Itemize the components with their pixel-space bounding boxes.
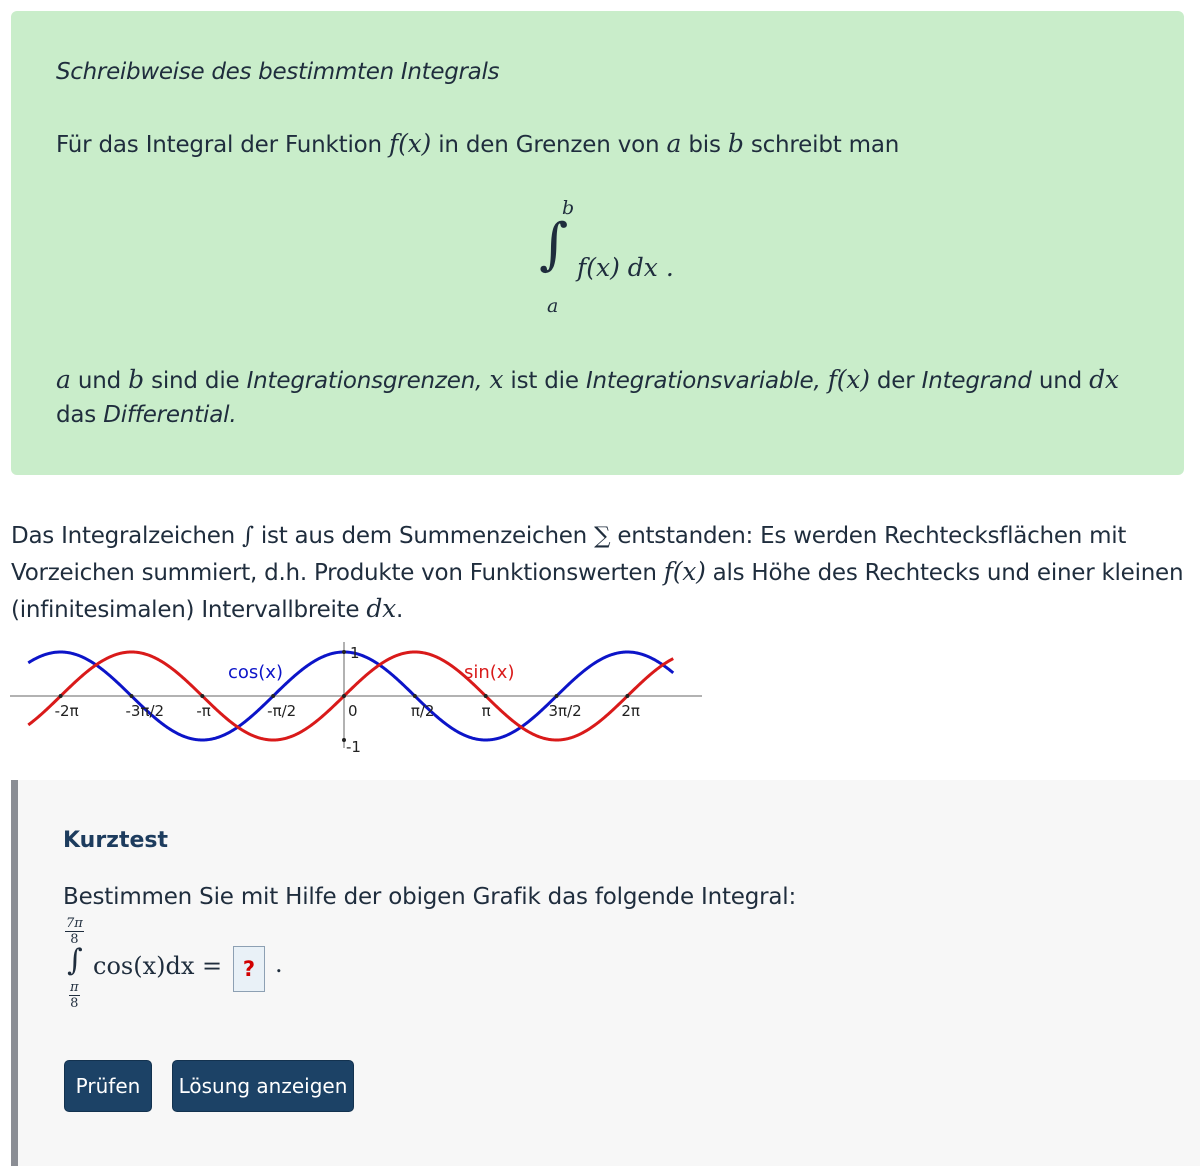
quiz-panel bbox=[11, 780, 1200, 1166]
math-fx: f(x) bbox=[663, 557, 706, 586]
x-tick-label: -π/2 bbox=[267, 702, 297, 720]
integrand-text: cos(x)dx = bbox=[93, 952, 223, 980]
show-solution-button[interactable]: Lösung anzeigen bbox=[172, 1060, 354, 1112]
lower-limit-fraction bbox=[69, 980, 80, 1011]
integral-sign-icon: ∫ bbox=[539, 212, 569, 277]
text: Für das Integral der Funktion bbox=[56, 132, 382, 158]
cos-series-label: cos(x) bbox=[228, 662, 283, 683]
math-x: x bbox=[489, 365, 504, 394]
x-tick-label: -3π/2 bbox=[125, 702, 165, 720]
x-tick-label: -2π bbox=[54, 702, 79, 720]
quiz-integrand bbox=[93, 952, 222, 980]
text: Das Integralzeichen bbox=[11, 523, 235, 549]
x-tick-dot bbox=[342, 694, 346, 698]
x-tick-label: π bbox=[481, 702, 491, 720]
text: bis bbox=[688, 132, 721, 158]
x-tick-dot bbox=[271, 694, 275, 698]
text: ist aus dem Summenzeichen bbox=[260, 523, 588, 549]
x-tick-label: 0 bbox=[348, 702, 358, 720]
quiz-accent-bar bbox=[11, 780, 18, 1166]
math-fx: f(x) bbox=[389, 129, 432, 158]
term-integrationsvariable: Integrationsvariable, bbox=[585, 368, 821, 394]
sin-series-label: sin(x) bbox=[464, 662, 515, 683]
x-tick-dot bbox=[59, 694, 63, 698]
integrand-expression: f(x) dx . bbox=[577, 253, 674, 282]
math-fx: f(x) bbox=[827, 365, 870, 394]
integral-explanation-paragraph bbox=[11, 518, 1186, 628]
upper-denominator: 8 bbox=[70, 932, 79, 947]
text: in den Grenzen von bbox=[438, 132, 660, 158]
text: und bbox=[1038, 368, 1082, 394]
integral-symbol-icon: ∫ bbox=[242, 523, 254, 549]
x-tick-dot bbox=[484, 694, 488, 698]
term-integrationsgrenzen: Integrationsgrenzen, bbox=[246, 368, 483, 394]
x-tick-dot bbox=[413, 694, 417, 698]
term-integrand: Integrand bbox=[921, 368, 1032, 394]
term-differential: Differential. bbox=[103, 402, 237, 428]
quiz-title: Kurztest bbox=[63, 828, 169, 853]
quiz-integral bbox=[63, 916, 363, 1016]
text: schreibt man bbox=[750, 132, 900, 158]
x-tick-dot bbox=[200, 694, 204, 698]
answer-input[interactable]: ? bbox=[233, 946, 265, 992]
definition-statement bbox=[56, 129, 899, 158]
y-tick-dot bbox=[342, 650, 346, 654]
lower-limit: a bbox=[547, 295, 559, 317]
y-tick-label: 1 bbox=[350, 644, 360, 662]
text: ist die bbox=[510, 368, 579, 394]
y-tick-label: -1 bbox=[346, 738, 361, 756]
lower-numerator: π bbox=[70, 980, 79, 995]
math-b: b bbox=[128, 365, 144, 394]
definition-explanation bbox=[56, 363, 1136, 432]
integral-sign-icon: ∫ bbox=[67, 943, 83, 978]
text: als Höhe des Rechtecks und einer kleinen (infinitesimalen) Intervallbreite bbox=[11, 560, 1184, 623]
math-dx: dx bbox=[1089, 365, 1119, 394]
x-tick-label: -π bbox=[196, 702, 211, 720]
lower-denominator: 8 bbox=[70, 996, 79, 1011]
definition-title: Schreibweise des bestimmten Integrals bbox=[56, 59, 500, 85]
text: und bbox=[77, 368, 121, 394]
math-dx: dx bbox=[366, 594, 396, 623]
upper-numerator: 7π bbox=[66, 916, 83, 931]
quiz-question: Bestimmen Sie mit Hilfe der obigen Grafik das folgende Integral: bbox=[63, 884, 797, 910]
sin-cos-graph bbox=[0, 636, 720, 756]
math-a: a bbox=[666, 129, 682, 158]
x-tick-label: 3π/2 bbox=[548, 702, 582, 720]
sum-symbol-icon: ∑ bbox=[594, 523, 611, 549]
x-tick-dot bbox=[555, 694, 559, 698]
period: . bbox=[275, 950, 283, 978]
definition-box bbox=[11, 11, 1184, 475]
x-tick-dot bbox=[129, 694, 133, 698]
integral-formula bbox=[531, 197, 751, 331]
check-button[interactable]: Prüfen bbox=[64, 1060, 152, 1112]
x-tick-label: 2π bbox=[621, 702, 640, 720]
text: . bbox=[396, 597, 404, 623]
text: entstanden: Es werden Rechtecksflächen mit Vorzeichen summiert, d.h. Produkte von Funktionswerten bbox=[11, 523, 1127, 586]
x-tick-dot bbox=[625, 694, 629, 698]
x-tick-label: π/2 bbox=[410, 702, 435, 720]
text: sind die bbox=[151, 368, 240, 394]
upper-limit: b bbox=[562, 197, 575, 219]
math-b: b bbox=[727, 129, 744, 158]
text: der bbox=[876, 368, 915, 394]
text: das bbox=[56, 402, 97, 428]
math-a: a bbox=[56, 365, 71, 394]
